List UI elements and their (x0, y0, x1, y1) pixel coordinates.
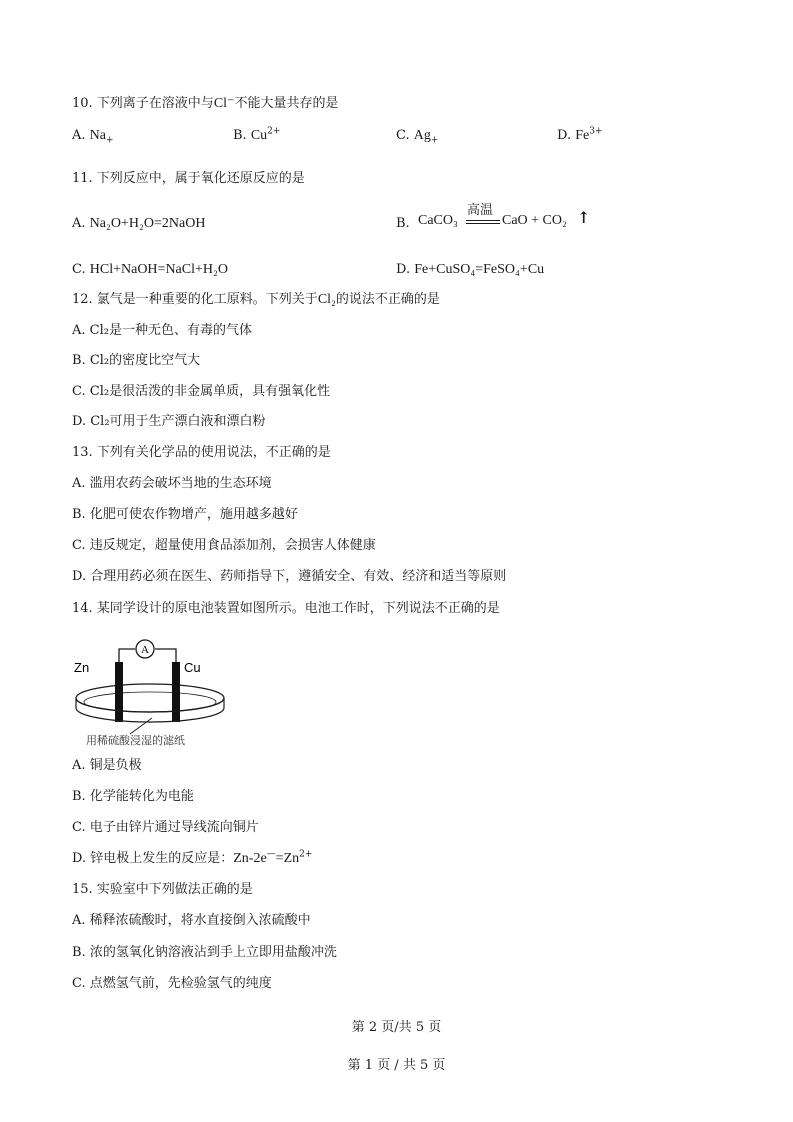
q10-stem-ion: Cl⁻ (213, 96, 235, 111)
q11-option-a (72, 215, 205, 233)
q14-d-formula-pre: Zn-2e (233, 851, 267, 866)
q13-stem: 13. 下列有关化学品的使用说法，不正确的是 (72, 445, 331, 460)
q11-c-formula: HCl+NaOH=NaCl+H₂O (89, 262, 228, 277)
q15-option-b: B. 浓的氢氧化钠溶液沾到手上立即用盐酸冲洗 (72, 945, 337, 960)
q11-c-label: C. (72, 262, 86, 277)
q11-b-equal-bottom (466, 223, 500, 224)
q11-b-equal-top (466, 220, 500, 221)
ammeter-label: A (141, 644, 149, 656)
q11-d-label: D. (396, 262, 411, 277)
q13-option-a: A. 滥用农药会破坏当地的生态环境 (72, 476, 272, 491)
q10-a-label: A. (72, 128, 86, 143)
q10-option-a (72, 127, 114, 145)
diagram-caption: 用稀硫酸浸湿的滤纸 (86, 734, 185, 747)
q14-option-d (72, 850, 312, 868)
q12-option-d: D. Cl₂可用于生产漂白液和漂白粉 (72, 414, 266, 429)
q13-option-b: B. 化肥可使农作物增产，施用越多越好 (72, 507, 298, 522)
q14-d-electron-charge: — (266, 849, 276, 860)
q14-stem: 14. 某同学设计的原电池装置如图所示。电池工作时，下列说法不正确的是 (72, 601, 500, 616)
q10-c-charge: + (430, 135, 439, 146)
q15-option-a: A. 稀释浓硫酸时，将水直接倒入浓硫酸中 (72, 913, 311, 928)
copper-label: Cu (184, 660, 201, 675)
q11-option-b-label: B. (396, 216, 410, 231)
q14-option-a: A. 铜是负极 (72, 758, 142, 773)
q10-option-c (396, 127, 438, 145)
q10-stem (72, 95, 338, 113)
q11-option-d (396, 261, 544, 279)
galvanic-cell-diagram (72, 636, 232, 750)
zinc-electrode (115, 662, 123, 722)
copper-electrode (172, 662, 180, 722)
q11-b-gas-arrow: ↑ (577, 208, 591, 227)
q10-option-d (557, 127, 603, 145)
q11-a-label: A. (72, 216, 86, 231)
q10-c-value: Ag (413, 128, 431, 143)
q10-b-charge: 2+ (267, 126, 281, 137)
inner-page-footer: 第 2 页/共 5 页 (351, 1020, 442, 1035)
q11-b-products: CaO + CO₂ (502, 213, 567, 228)
q12-option-c: C. Cl₂是很活泼的非金属单质，具有强氧化性 (72, 384, 331, 399)
q14-d-ion-charge: 2+ (299, 849, 313, 860)
q11-option-c (72, 261, 228, 279)
galvanic-cell-svg (72, 636, 232, 750)
q12-stem-post: 的说法不正确的是 (335, 292, 440, 307)
outer-page-footer: 第 1 页 / 共 5 页 (347, 1058, 446, 1073)
q14-option-c: C. 电子由锌片通过导线流向铜片 (72, 820, 259, 835)
zinc-label: Zn (74, 660, 90, 675)
q10-a-charge: + (106, 135, 114, 146)
q10-b-value: Cu (250, 128, 268, 143)
q12-option-a: A. Cl₂是一种无色、有毒的气体 (72, 323, 252, 338)
q13-option-c: C. 违反规定，超量使用食品添加剂，会损害人体健康 (72, 538, 376, 553)
q12-stem-chem: Cl₂ (317, 292, 336, 307)
q15-option-c: C. 点燃氢气前，先检验氢气的纯度 (72, 976, 272, 991)
q11-a-formula: Na₂O+H₂O=2NaOH (89, 216, 206, 231)
q10-d-value: Fe (575, 128, 590, 143)
q11-option-b-equation (418, 199, 598, 235)
caption-pointer (130, 718, 152, 734)
q10-c-label: C. (396, 128, 410, 143)
q14-d-formula-mid: =Zn (275, 851, 300, 866)
q11-b-condition: 高温 (467, 203, 494, 218)
q11-stem: 11. 下列反应中，属于氧化还原反应的是 (72, 171, 305, 186)
q12-stem (72, 291, 440, 309)
q11-b-reactant: CaCO₃ (418, 213, 458, 228)
q12-option-b: B. Cl₂的密度比空气大 (72, 353, 201, 368)
q10-b-label: B. (233, 128, 247, 143)
q10-d-label: D. (557, 128, 572, 143)
q10-a-value: Na (89, 128, 106, 143)
q10-stem-post: 不能大量共存的是 (234, 96, 339, 111)
q14-d-text: D. 锌电极上发生的反应是： (72, 851, 234, 866)
q13-option-d: D. 合理用药必须在医生、药师指导下，遵循安全、有效、经济和适当等原则 (72, 569, 507, 584)
q14-option-b: B. 化学能转化为电能 (72, 789, 194, 804)
q10-stem-pre: 10. 下列离子在溶液中与 (72, 96, 214, 111)
q10-option-b (233, 127, 280, 145)
q10-d-charge: 3+ (589, 126, 603, 137)
q12-stem-pre: 12. 氯气是一种重要的化工原料。下列关于 (72, 292, 318, 307)
q11-d-formula: Fe+CuSO₄=FeSO₄+Cu (414, 262, 545, 277)
q15-stem: 15. 实验室中下列做法正确的是 (72, 882, 253, 897)
